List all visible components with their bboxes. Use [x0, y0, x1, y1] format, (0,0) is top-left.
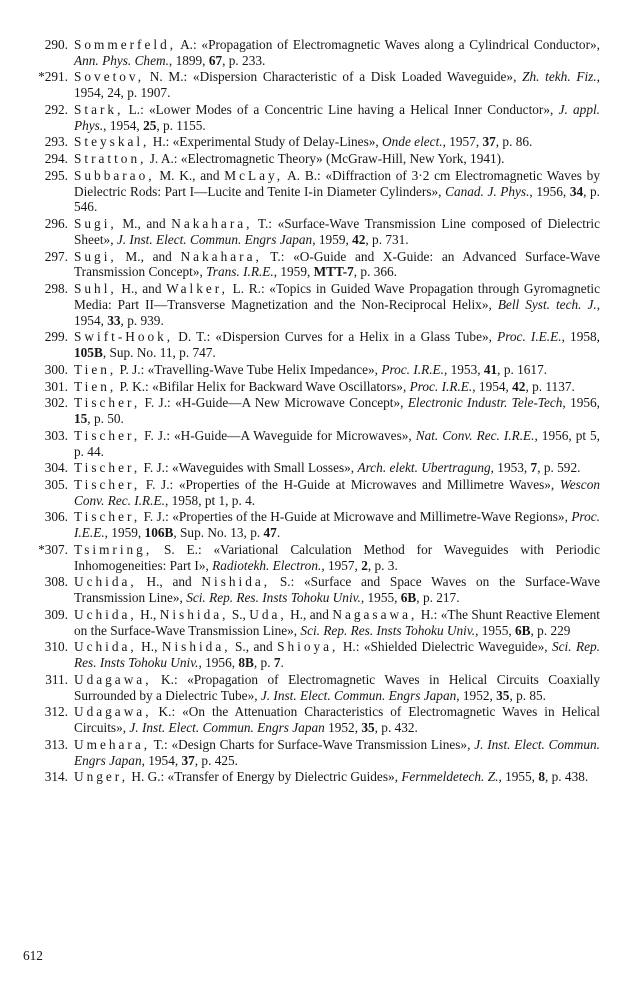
citation-text: , p. 50.	[87, 411, 124, 427]
volume-number: 67	[208, 52, 223, 68]
reference-number: 310.	[44, 639, 68, 655]
citation-text: F. J.: «Properties of the H-Guide at Microwave and Millimetre-Wave Regions»,	[140, 509, 572, 525]
journal-title: Fernmeldetech. Z.	[401, 769, 499, 785]
reference-text	[74, 574, 600, 606]
reference-text	[74, 542, 600, 574]
reference-item	[22, 477, 600, 509]
citation-text: , 1953,	[490, 460, 531, 476]
citation-text: , 1955,	[360, 590, 401, 606]
author-name: Nagasawa,	[332, 606, 418, 622]
reference-item	[22, 639, 600, 671]
journal-title: Proc. I.E.E.	[497, 329, 562, 345]
reference-item	[22, 249, 600, 281]
citation-text: H., and	[286, 606, 333, 622]
author-name: Swift-Hook,	[74, 329, 174, 345]
citation-text: , p. 217.	[416, 590, 460, 606]
reference-text	[74, 151, 600, 167]
reference-number: 313.	[44, 736, 68, 752]
citation-text: H.,	[136, 606, 160, 622]
volume-number: 8	[538, 769, 545, 785]
citation-text: , 1958,	[561, 329, 600, 345]
citation-text: H.: «Experimental Study of Delay-Lines»,	[149, 134, 383, 150]
reference-item	[22, 428, 600, 460]
citation-text: S.: «Surface and Space Waves on the Surface-Wave Transmission Line»,	[74, 574, 600, 606]
volume-number: 106B	[144, 525, 174, 541]
citation-text: P. J.: «Travelling-Wave Tube Helix Impedance»,	[116, 361, 382, 377]
journal-title: Electronic Industr. Tele-Tech	[407, 395, 563, 411]
reference-text	[74, 69, 600, 101]
citation-text: , p. 432.	[374, 720, 418, 736]
reference-number: 302.	[44, 395, 68, 411]
citation-text: N. M.: «Dispersion Characteristic of a Disk Loaded Waveguide»,	[144, 69, 523, 85]
journal-title: J. Inst. Elect. Commun. Engrs Japan	[260, 687, 457, 703]
author-name: Uchida,	[74, 574, 137, 590]
citation-text: , 1954,	[103, 117, 144, 133]
reference-item	[22, 509, 600, 541]
journal-title: Radiotekh. Electron.	[212, 557, 322, 573]
citation-text: , 1954,	[472, 378, 513, 394]
citation-text: , p.	[253, 655, 274, 671]
journal-title: J. Inst. Elect. Commun. Engrs Japan	[116, 231, 313, 247]
journal-title: Zh. tekh. Fiz.	[522, 69, 597, 85]
author-name: Sugi,	[74, 248, 117, 264]
citation-text: J. A.: «Electromagnetic Theory» (McGraw-Hill, New York, 1941).	[146, 151, 505, 167]
reference-number: 296.	[44, 216, 68, 232]
reference-number: 293.	[44, 134, 68, 150]
citation-text: , p. 1155.	[156, 117, 206, 133]
author-name: Nishida,	[161, 639, 231, 655]
volume-number: 41	[483, 361, 498, 377]
author-name: Tischer,	[74, 476, 141, 492]
author-name: Udagawa,	[74, 704, 152, 720]
volume-number: 25	[143, 117, 157, 133]
citation-text: .	[280, 655, 284, 671]
journal-title: Wescon Conv. Rec. I.R.E.	[74, 476, 600, 508]
reference-item	[22, 216, 600, 248]
reference-item	[22, 769, 600, 785]
author-name: McLay,	[224, 167, 284, 183]
reference-number: 290.	[44, 37, 68, 52]
reference-item	[22, 379, 600, 395]
citation-text: , 1959,	[312, 231, 353, 247]
citation-text: H., and	[136, 574, 202, 590]
citation-text: A. B.: «Diffraction of 3·2 cm Electromagnetic Waves by Dielectric Rods: Part I—Lucite and Tenite I-in Diameter Cylinders»,	[74, 167, 600, 199]
journal-title: Trans. I.R.E.	[206, 264, 274, 280]
reference-number: 299.	[44, 329, 68, 345]
volume-number: 7	[273, 655, 281, 671]
reference-text	[74, 769, 600, 785]
volume-number: 15	[74, 411, 88, 427]
citation-text: , 1954,	[74, 296, 601, 328]
reference-number: 300.	[44, 361, 68, 377]
author-name: Nishida,	[159, 606, 229, 622]
journal-title: Ann. Phys. Chem.	[74, 52, 169, 68]
reference-list	[22, 37, 600, 786]
author-name: Tischer,	[74, 427, 141, 443]
author-name: Udagawa,	[74, 671, 152, 687]
reference-number: 312.	[44, 704, 68, 720]
volume-number: MTT-7	[313, 264, 354, 280]
author-name: Tsimring,	[74, 541, 153, 557]
reference-number: *307.	[38, 541, 68, 557]
citation-text: F. J.: «H-Guide—A New Microwave Concept»,	[140, 395, 408, 411]
reference-item	[22, 460, 600, 476]
journal-title: Sci. Rep. Res. Insts Tohoku Univ.	[300, 622, 476, 638]
author-name: Suhl,	[74, 281, 117, 297]
citation-text: , 1952,	[456, 687, 497, 703]
reference-item	[22, 395, 600, 427]
reference-text	[74, 362, 600, 378]
citation-text: , p. 85.	[509, 687, 547, 703]
reference-number: 309.	[44, 606, 68, 622]
reference-item	[22, 168, 600, 215]
reference-item	[22, 69, 600, 101]
citation-text: H.,	[136, 639, 162, 655]
citation-text: S. E.: «Variational Calculation Method for Waveguides with Periodic Inhomogeneities: Part I»,	[74, 541, 600, 573]
reference-item	[22, 37, 600, 69]
citation-text: T.: «Design Charts for Surface-Wave Transmission Lines»,	[150, 736, 475, 752]
author-name: Stark,	[74, 101, 124, 117]
journal-title: Proc. I.E.E.	[74, 509, 600, 541]
citation-text: M., and	[116, 216, 172, 232]
reference-number: 303.	[44, 427, 68, 443]
volume-number: 35	[496, 687, 510, 703]
journal-title: Nat. Conv. Rec. I.R.E.	[415, 427, 535, 443]
citation-text: H., and	[116, 281, 167, 297]
citation-text: M., and	[116, 248, 181, 264]
author-name: Sugi,	[74, 216, 117, 232]
volume-number: 6B	[400, 590, 417, 606]
reference-number: 298.	[44, 281, 68, 297]
reference-text	[74, 379, 600, 395]
citation-text: L. R.: «Topics in Guided Wave Propagation through Gyromagnetic Media: Part II—Transverse Magnetization and the Non-Reciprocal Helix»,	[74, 281, 600, 312]
author-name: Tien,	[74, 378, 117, 394]
reference-number: 311.	[45, 671, 68, 687]
citation-text: F. J.: «Waveguides with Small Losses»,	[140, 460, 358, 476]
volume-number: 33	[107, 312, 121, 328]
reference-number: 308.	[44, 574, 68, 590]
reference-number: 292.	[44, 101, 68, 117]
author-name: Tischer,	[74, 509, 141, 525]
reference-text	[74, 460, 600, 476]
reference-text	[74, 737, 600, 769]
volume-number: 42	[512, 378, 526, 394]
citation-text: , Sup. No. 13, p.	[173, 525, 264, 541]
reference-text	[74, 607, 600, 639]
citation-text: , p. 233.	[222, 52, 266, 68]
citation-text: 1952,	[324, 720, 362, 736]
citation-text: , p. 229	[530, 622, 571, 638]
reference-text	[74, 216, 600, 248]
reference-text	[74, 134, 600, 150]
reference-number: 301.	[44, 378, 68, 394]
reference-text	[74, 672, 600, 704]
reference-text	[74, 639, 600, 671]
citation-text: , p. 86.	[495, 134, 533, 150]
citation-text: H.: «The Shunt Reactive Element on the Surface-Wave Transmission Line»,	[74, 606, 600, 638]
author-name: Umehara,	[74, 736, 151, 752]
author-name: Subbarao,	[74, 167, 155, 183]
volume-number: 105B	[74, 345, 103, 361]
reference-item	[22, 704, 600, 736]
journal-title: J. Inst. Elect. Commun. Engrs Japan	[74, 736, 601, 768]
reference-text	[74, 102, 600, 134]
citation-text: , 1957,	[321, 557, 362, 573]
author-name: Tischer,	[74, 395, 141, 411]
citation-text: , p. 366.	[353, 264, 397, 280]
author-name: Steyskal,	[74, 134, 150, 150]
reference-text	[74, 281, 600, 328]
author-name: Shioya,	[277, 639, 339, 655]
reference-item	[22, 672, 600, 704]
citation-text: F. J.: «H-Guide—A Waveguide for Microwaves»,	[140, 427, 416, 443]
volume-number: 37	[482, 134, 496, 150]
citation-text: , p. 3.	[367, 557, 398, 573]
citation-text: , p. 546.	[74, 183, 600, 215]
citation-text: , 1954, 24, p. 1907.	[74, 69, 600, 101]
reference-number: 306.	[44, 509, 68, 525]
citation-text: K.: «Propagation of Electromagnetic Waves in Helical Circuits Coaxially Surrounded by a Dielectric Tube»,	[74, 671, 600, 703]
journal-title: J. appl. Phys.	[74, 101, 600, 133]
author-name: Nakahara,	[180, 248, 262, 264]
citation-text: H.: «Shielded Dielectric Waveguide»,	[338, 639, 552, 655]
citation-text: , 1958, pt 1, p. 4.	[164, 492, 256, 508]
author-name: Uchida,	[74, 639, 137, 655]
citation-text: T.: «O-Guide and X-Guide: an Advanced Surface-Wave Transmission Concept»,	[74, 248, 600, 280]
citation-text: , p. 425.	[194, 752, 238, 768]
citation-text: , 1899,	[168, 52, 209, 68]
citation-text: F. J.: «Properties of the H-Guide at Microwaves and Millimetre Waves»,	[140, 476, 560, 492]
volume-number: 42	[352, 231, 366, 247]
author-name: Tischer,	[74, 460, 141, 476]
citation-text: S., and	[230, 639, 278, 655]
page-number: 612	[23, 948, 43, 963]
reference-text	[74, 249, 600, 281]
reference-number: 305.	[44, 476, 68, 492]
citation-text: K.: «On the Attenuation Characteristics of Electromagnetic Waves in Helical Circuits»,	[74, 704, 600, 736]
reference-text	[74, 37, 600, 69]
citation-text: , 1955,	[475, 622, 515, 638]
citation-text: , 1953,	[443, 361, 484, 377]
author-name: Sovetov,	[74, 69, 145, 85]
citation-text: H. G.: «Transfer of Energy by Dielectric Guides»,	[128, 769, 402, 785]
reference-item	[22, 134, 600, 150]
reference-text	[74, 428, 600, 460]
reference-item	[22, 362, 600, 378]
citation-text: , p. 731.	[365, 231, 409, 247]
reference-item	[22, 737, 600, 769]
citation-text: , 1956,	[529, 183, 570, 199]
journal-title: Canad. J. Phys.	[445, 183, 530, 199]
reference-item	[22, 281, 600, 328]
author-name: Nishida,	[201, 574, 271, 590]
volume-number: 47	[263, 525, 277, 541]
reference-number: 294.	[44, 151, 68, 167]
citation-text: , p. 438.	[544, 769, 589, 785]
citation-text: , 1956, pt 5, p. 44.	[74, 427, 600, 459]
reference-item	[22, 151, 600, 167]
author-name: Unger,	[74, 769, 129, 785]
author-name: Walker,	[166, 281, 228, 297]
reference-number: *291.	[38, 69, 68, 85]
reference-text	[74, 329, 600, 361]
author-name: Nakahara,	[171, 216, 253, 232]
reference-item	[22, 574, 600, 606]
journal-title: Onde elect.	[382, 134, 443, 150]
citation-text: L.: «Lower Modes of a Concentric Line having a Helical Inner Conductor»,	[123, 101, 559, 117]
reference-number: 295.	[44, 167, 68, 183]
citation-text: , 1955,	[498, 769, 539, 785]
reference-number: 304.	[44, 460, 68, 476]
reference-item	[22, 329, 600, 361]
citation-text: , 1954,	[141, 752, 182, 768]
reference-item	[22, 542, 600, 574]
journal-title: Proc. I.R.E.	[409, 378, 473, 394]
journal-title: Bell Syst. tech. J.	[497, 296, 597, 312]
citation-text: , p. 939.	[120, 312, 164, 328]
citation-text: T.: «Surface-Wave Transmission Line composed of Dielectric Sheet»,	[74, 216, 600, 247]
citation-text: , p. 1137.	[525, 378, 575, 394]
citation-text: , 1956,	[562, 395, 601, 411]
author-name: Uchida,	[74, 606, 137, 622]
volume-number: 37	[181, 752, 195, 768]
citation-text: , p. 1617.	[497, 361, 548, 377]
author-name: Sommerfeld,	[74, 37, 177, 52]
journal-title: Arch. elekt. Ubertragung	[357, 460, 491, 476]
citation-text: M. K., and	[154, 167, 225, 183]
author-name: Uda,	[249, 606, 287, 622]
journal-title: Sci. Rep. Res. Insts Tohoku Univ.	[74, 639, 601, 671]
reference-text	[74, 168, 600, 215]
reference-number: 297.	[44, 248, 68, 264]
author-name: Stratton,	[74, 151, 147, 167]
volume-number: 7	[530, 460, 538, 476]
citation-text: , 1959,	[273, 264, 314, 280]
author-name: Tien,	[74, 361, 117, 377]
journal-title: Proc. I.R.E.	[381, 361, 444, 377]
journal-title: J. Inst. Elect. Commun. Engrs Japan	[129, 720, 325, 736]
reference-item	[22, 607, 600, 639]
citation-text: D. T.: «Dispersion Curves for a Helix in a Glass Tube»,	[173, 329, 498, 345]
citation-text: , 1956,	[198, 655, 239, 671]
reference-text	[74, 395, 600, 427]
reference-text	[74, 704, 600, 736]
reference-number: 314.	[44, 769, 68, 785]
reference-text	[74, 509, 600, 541]
volume-number: 8B	[238, 655, 254, 671]
citation-text: , p. 592.	[537, 460, 581, 476]
citation-text: .	[276, 525, 281, 541]
reference-text	[74, 477, 600, 509]
citation-text: P. K.: «Bifilar Helix for Backward Wave Oscillators»,	[116, 378, 410, 394]
volume-number: 34	[569, 183, 584, 199]
citation-text: , 1957,	[442, 134, 483, 150]
journal-title: Sci. Rep. Res. Insts Tohoku Univ.	[186, 590, 361, 606]
citation-text: S.,	[228, 606, 250, 622]
citation-text: , 1959,	[104, 525, 145, 541]
volume-number: 35	[361, 720, 375, 736]
citation-text: , Sup. No. 11, p. 747.	[102, 345, 216, 361]
citation-text: A.: «Propagation of Electromagnetic Waves along a Cylindrical Conductor»,	[176, 37, 600, 52]
volume-number: 6B	[515, 622, 531, 638]
reference-item	[22, 102, 600, 134]
volume-number: 2	[361, 557, 368, 573]
